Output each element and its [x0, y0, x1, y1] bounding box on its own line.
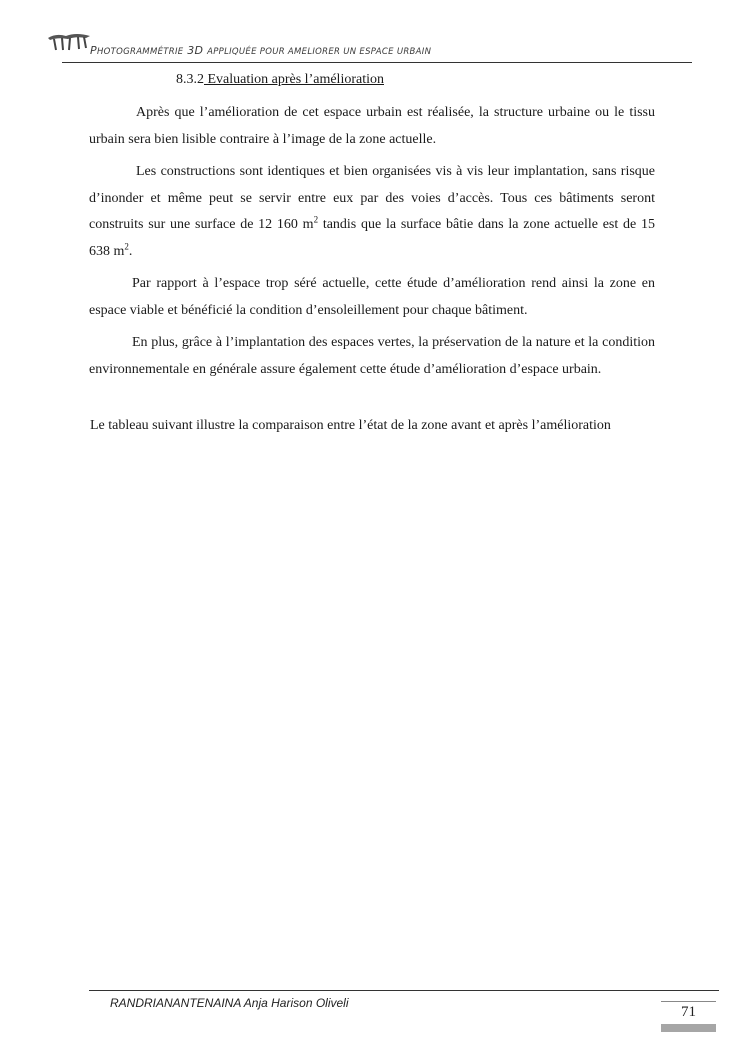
- header-title-initial: P: [90, 44, 97, 57]
- logo-icon: [46, 30, 92, 52]
- section-heading: [176, 72, 384, 88]
- superscript-2: 2: [124, 240, 129, 251]
- page-number-box-top: [661, 1001, 716, 1002]
- paragraph-1: Après que l’amélioration de cet espace urbain est réalisée, la structure urbaine ou le tissu urbain sera bien lisible contraire à l’image de la zone actuelle.: [89, 105, 655, 147]
- page-number: 71: [681, 1004, 696, 1020]
- header-divider: [62, 62, 692, 63]
- section-number: 8.3.2: [176, 72, 204, 87]
- paragraph-5: Le tableau suivant illustre la comparaison entre l’état de la zone avant et après l’amélioration: [90, 418, 611, 433]
- footer-divider: [89, 990, 719, 991]
- paragraph-2-text-a: Les constructions sont identiques et bien organisées vis à vis leur implantation, sans risque d’inonder et même peut se servir entre eux par des voies d’accès. Tous ces bâtiments seront construits sur une surface de 12 160 m: [89, 164, 655, 232]
- footer-author: RANDRIANANTENAINA Anja Harison Oliveli: [110, 996, 349, 1010]
- header-title-rest: APPLIQUÉE POUR AMELIORER UN ESPACE URBAIN: [207, 47, 432, 57]
- paragraph-2: [89, 159, 655, 265]
- page-number-box-bottom: [661, 1024, 716, 1032]
- header-title: [90, 44, 431, 57]
- header-title-part: HOTOGRAMMÉTRIE: [96, 47, 184, 57]
- paragraph-2-text-b: tandis que la surface bâtie dans la zone actuelle est de 15 638 m: [89, 217, 655, 259]
- paragraph-3: Par rapport à l’espace trop séré actuelle, cette étude d’amélioration rend ainsi la zone en espace viable et bénéficié la condition d’ensoleillement pour chaque bâtiment.: [89, 276, 655, 318]
- superscript-1: 2: [313, 214, 319, 225]
- section-title: Evaluation après l’amélioration: [204, 72, 384, 87]
- paragraph-2-text-c: .: [128, 243, 133, 259]
- header-title-3d: 3D: [187, 44, 204, 57]
- paragraph-4: En plus, grâce à l’implantation des espaces vertes, la préservation de la nature et la condition environnementale en générale assure également cette étude d’amélioration d’espace urbain.: [89, 335, 655, 377]
